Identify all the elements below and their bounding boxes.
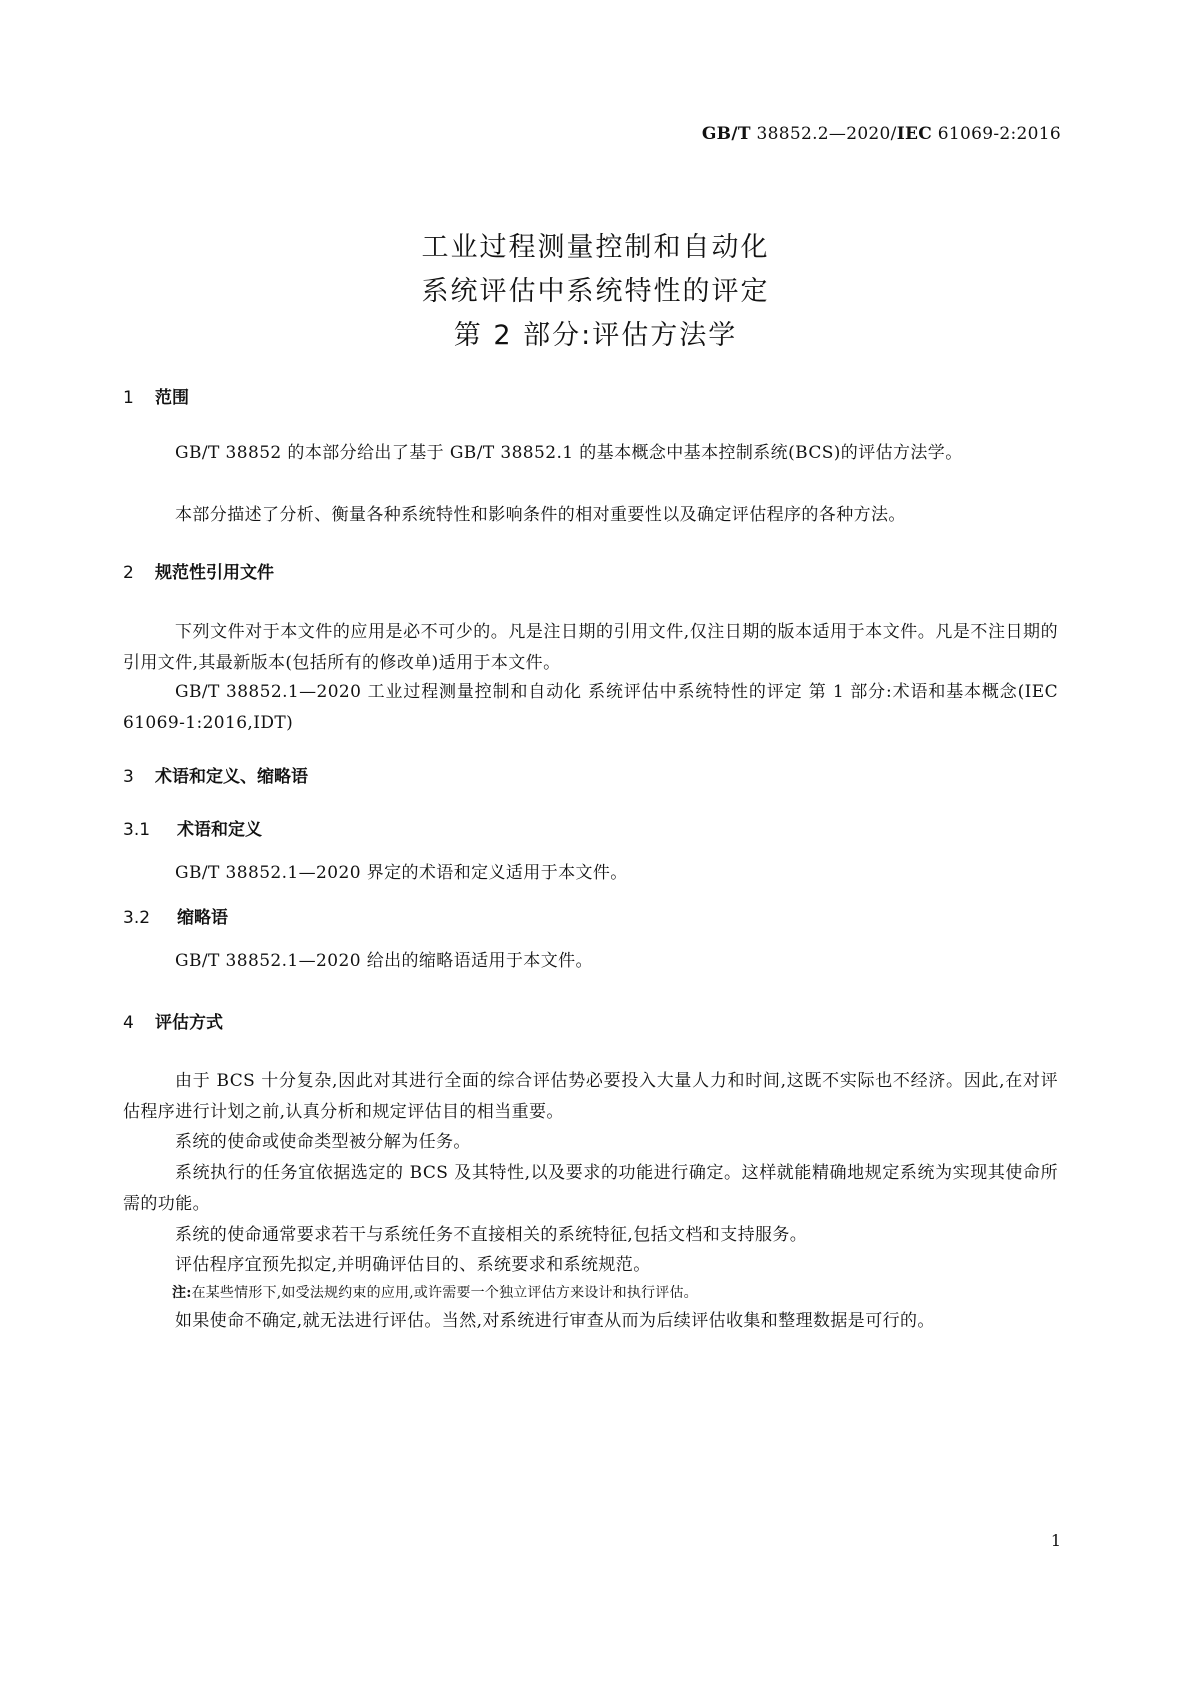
- section-2-heading: [123, 561, 274, 585]
- title-line-3: 第 2 部分:评估方法学: [453, 320, 738, 351]
- section-3-1-paragraph-1: GB/T 38852.1—2020 界定的术语和定义适用于本文件。: [175, 863, 628, 883]
- section-3-heading: [123, 765, 308, 789]
- standard-number: [702, 124, 1061, 144]
- title-line-2: 系统评估中系统特性的评定: [421, 276, 770, 307]
- section-2-paragraph-1: 下列文件对于本文件的应用是必不可少的。凡是注日期的引用文件,仅注日期的版本适用于本文件。凡是不注日期的引用文件,其最新版本(包括所有的修改单)适用于本文件。: [123, 622, 1058, 673]
- note-label: 注:: [172, 1285, 192, 1301]
- section-number: 3.2: [123, 908, 151, 928]
- section-title: 术语和定义: [177, 820, 262, 840]
- section-title: 规范性引用文件: [155, 563, 274, 583]
- section-4-note: [172, 1282, 1058, 1304]
- section-1-paragraph-2: 本部分描述了分析、衡量各种系统特性和影响条件的相对重要性以及确定评估程序的各种方法。: [175, 505, 906, 525]
- std-iec-label: IEC: [896, 124, 933, 144]
- section-title: 评估方式: [155, 1013, 223, 1033]
- section-3-1-heading: [123, 818, 262, 842]
- section-title: 术语和定义、缩略语: [155, 767, 308, 787]
- title-line-1: 工业过程测量控制和自动化: [421, 232, 770, 263]
- section-4-paragraph-2: 系统的使命或使命类型被分解为任务。: [175, 1132, 471, 1152]
- std-iec-rest: 61069-2:2016: [937, 124, 1061, 144]
- section-number: 1: [123, 388, 134, 408]
- note-text: 在某些情形下,如受法规约束的应用,或许需要一个独立评估方来设计和执行评估。: [191, 1285, 698, 1301]
- section-4-paragraph-5: 评估程序宜预先拟定,并明确评估目的、系统要求和系统规范。: [175, 1255, 651, 1275]
- section-4-heading: [123, 1011, 223, 1035]
- section-title: 范围: [155, 388, 189, 408]
- std-main: 38852.2—2020/: [756, 124, 897, 144]
- document-title: [0, 226, 1191, 358]
- section-1-paragraph-1: GB/T 38852 的本部分给出了基于 GB/T 38852.1 的基本概念中基本控制系统(BCS)的评估方法学。: [175, 443, 963, 463]
- section-4-paragraph-3: 系统执行的任务宜依据选定的 BCS 及其特性,以及要求的功能进行确定。这样就能精确地规定系统为实现其使命所需的功能。: [123, 1163, 1058, 1214]
- section-4-paragraph-1: 由于 BCS 十分复杂,因此对其进行全面的综合评估势必要投入大量人力和时间,这既不实际也不经济。因此,在对评估程序进行计划之前,认真分析和规定评估目的相当重要。: [123, 1071, 1058, 1122]
- section-1-heading: [123, 386, 189, 410]
- std-prefix: GB/T: [701, 124, 751, 144]
- section-3-2-heading: [123, 906, 228, 930]
- section-number: 2: [123, 563, 134, 583]
- section-4-paragraph-6: 如果使命不确定,就无法进行评估。当然,对系统进行审查从而为后续评估收集和整理数据是可行的。: [175, 1311, 935, 1331]
- page-number: 1: [1050, 1531, 1061, 1550]
- section-3-2-paragraph-1: GB/T 38852.1—2020 给出的缩略语适用于本文件。: [175, 951, 593, 971]
- section-number: 4: [123, 1013, 134, 1033]
- section-number: 3.1: [123, 820, 151, 840]
- section-title: 缩略语: [177, 908, 228, 928]
- section-4-paragraph-4: 系统的使命通常要求若干与系统任务不直接相关的系统特征,包括文档和支持服务。: [175, 1225, 808, 1245]
- section-2-paragraph-2: GB/T 38852.1—2020 工业过程测量控制和自动化 系统评估中系统特性的评定 第 1 部分:术语和基本概念(IEC 61069-1:2016,IDT): [123, 682, 1058, 733]
- section-number: 3: [123, 767, 134, 787]
